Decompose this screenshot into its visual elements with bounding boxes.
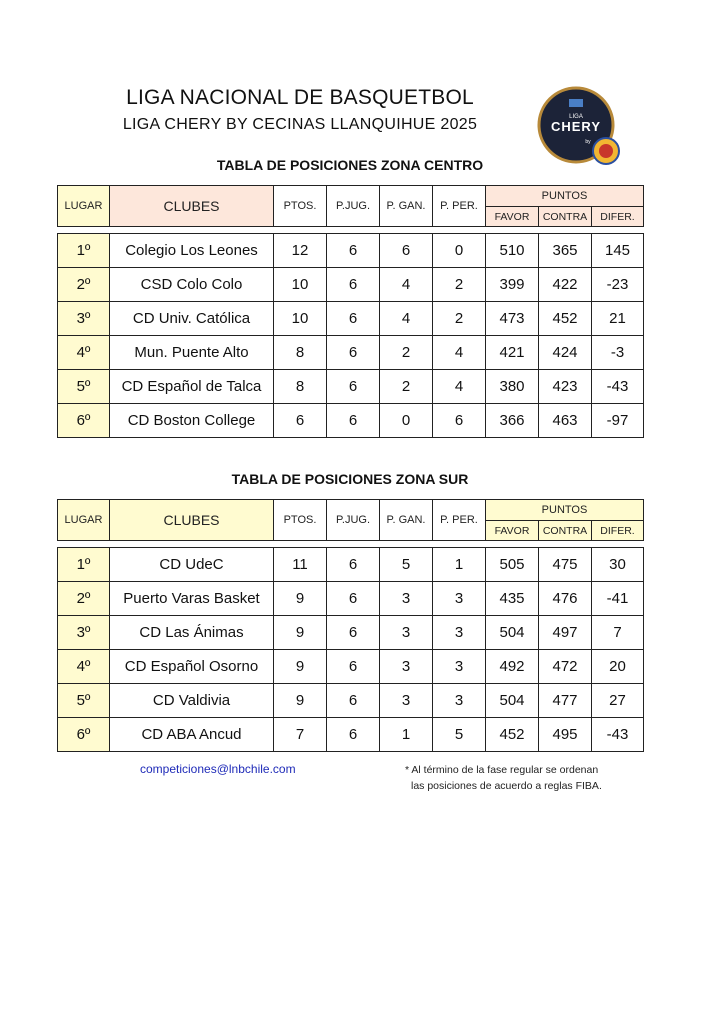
contra: 477 (539, 684, 592, 718)
pjug: 6 (327, 234, 380, 268)
contra: 472 (539, 650, 592, 684)
pgan: 3 (380, 616, 433, 650)
club-name: CD ABA Ancud (110, 718, 274, 752)
pjug: 6 (327, 548, 380, 582)
club-name: CD Español de Talca (110, 370, 274, 404)
basketball-player-icon (569, 99, 583, 107)
zona-sur-title: TABLA DE POSICIONES ZONA SUR (231, 471, 469, 487)
contra: 463 (539, 404, 592, 438)
pgan: 0 (380, 404, 433, 438)
table-row (58, 684, 644, 718)
col-puntos: PUNTOS (486, 500, 644, 521)
pgan: 3 (380, 684, 433, 718)
logo-chery-text: CHERY (550, 119, 602, 134)
ptos: 9 (274, 650, 327, 684)
pper: 3 (433, 684, 486, 718)
table-row (58, 718, 644, 752)
pper: 4 (433, 370, 486, 404)
favor: 435 (486, 582, 539, 616)
pgan: 5 (380, 548, 433, 582)
pper: 1 (433, 548, 486, 582)
pjug: 6 (327, 582, 380, 616)
ptos: 6 (274, 404, 327, 438)
contra: 365 (539, 234, 592, 268)
pper: 3 (433, 616, 486, 650)
pper: 6 (433, 404, 486, 438)
ptos: 9 (274, 684, 327, 718)
zona-sur-table (57, 547, 644, 752)
zona-centro-header (57, 185, 644, 227)
position: 6º (58, 718, 110, 752)
contra: 476 (539, 582, 592, 616)
favor: 505 (486, 548, 539, 582)
col-pjug: P.JUG. (327, 186, 380, 227)
favor: 510 (486, 234, 539, 268)
contra: 452 (539, 302, 592, 336)
page-subtitle: LIGA CHERY BY CECINAS LLANQUIHUE 2025 (122, 116, 478, 133)
fiba-note-line-1: * Al término de la fase regular se ordenan (405, 764, 599, 776)
contra: 423 (539, 370, 592, 404)
favor: 504 (486, 684, 539, 718)
club-name: Mun. Puente Alto (110, 336, 274, 370)
ptos: 9 (274, 582, 327, 616)
position: 3º (58, 616, 110, 650)
col-difer: DIFER. (592, 521, 644, 541)
position: 1º (58, 548, 110, 582)
favor: 399 (486, 268, 539, 302)
club-name: Puerto Varas Basket (110, 582, 274, 616)
pgan: 2 (380, 336, 433, 370)
table-row (58, 548, 644, 582)
ptos: 10 (274, 302, 327, 336)
pgan: 3 (380, 582, 433, 616)
zona-centro-table (57, 233, 644, 438)
difer: -43 (592, 370, 644, 404)
page-title: LIGA NACIONAL DE BASQUETBOL (126, 86, 474, 109)
table-row (58, 268, 644, 302)
col-clubes: CLUBES (110, 500, 274, 541)
contact-email[interactable]: competiciones@lnbchile.com (140, 762, 296, 776)
col-pper: P. PER. (433, 186, 486, 227)
favor: 380 (486, 370, 539, 404)
club-name: CD Boston College (110, 404, 274, 438)
table-row (58, 582, 644, 616)
position: 2º (58, 268, 110, 302)
col-pgan: P. GAN. (380, 500, 433, 541)
favor: 473 (486, 302, 539, 336)
difer: 30 (592, 548, 644, 582)
pgan: 4 (380, 268, 433, 302)
ptos: 7 (274, 718, 327, 752)
pjug: 6 (327, 370, 380, 404)
pjug: 6 (327, 684, 380, 718)
position: 3º (58, 302, 110, 336)
difer: -97 (592, 404, 644, 438)
club-name: CD Univ. Católica (110, 302, 274, 336)
position: 5º (58, 684, 110, 718)
col-ptos: PTOS. (274, 500, 327, 541)
pjug: 6 (327, 404, 380, 438)
pper: 3 (433, 582, 486, 616)
club-name: CD Español Osorno (110, 650, 274, 684)
contra: 424 (539, 336, 592, 370)
pper: 2 (433, 302, 486, 336)
difer: 21 (592, 302, 644, 336)
position: 6º (58, 404, 110, 438)
col-pjug: P.JUG. (327, 500, 380, 541)
position: 4º (58, 336, 110, 370)
pjug: 6 (327, 718, 380, 752)
ptos: 11 (274, 548, 327, 582)
pjug: 6 (327, 616, 380, 650)
club-name: CD Valdivia (110, 684, 274, 718)
pjug: 6 (327, 268, 380, 302)
col-clubes: CLUBES (110, 186, 274, 227)
logo-liga-text: LIGA (569, 114, 583, 120)
fiba-note (405, 762, 602, 794)
difer: 7 (592, 616, 644, 650)
pper: 0 (433, 234, 486, 268)
contra: 422 (539, 268, 592, 302)
difer: -23 (592, 268, 644, 302)
table-row (58, 336, 644, 370)
col-pgan: P. GAN. (380, 186, 433, 227)
zona-centro-title: TABLA DE POSICIONES ZONA CENTRO (216, 157, 484, 173)
club-name: CD Las Ánimas (110, 616, 274, 650)
zona-sur-header (57, 499, 644, 541)
pgan: 2 (380, 370, 433, 404)
col-contra: CONTRA (539, 207, 592, 227)
pjug: 6 (327, 302, 380, 336)
ptos: 9 (274, 616, 327, 650)
col-difer: DIFER. (592, 207, 644, 227)
table-row (58, 650, 644, 684)
difer: 145 (592, 234, 644, 268)
pper: 3 (433, 650, 486, 684)
ptos: 12 (274, 234, 327, 268)
club-name: CD UdeC (110, 548, 274, 582)
club-name: CSD Colo Colo (110, 268, 274, 302)
club-name: Colegio Los Leones (110, 234, 274, 268)
ptos: 8 (274, 336, 327, 370)
contra: 495 (539, 718, 592, 752)
favor: 452 (486, 718, 539, 752)
table-row (58, 404, 644, 438)
fiba-note-line-2: las posiciones de acuerdo a reglas FIBA. (411, 780, 602, 792)
col-lugar: LUGAR (58, 186, 110, 227)
difer: -3 (592, 336, 644, 370)
col-ptos: PTOS. (274, 186, 327, 227)
contra: 475 (539, 548, 592, 582)
position: 4º (58, 650, 110, 684)
pjug: 6 (327, 650, 380, 684)
col-puntos: PUNTOS (486, 186, 644, 207)
contra: 497 (539, 616, 592, 650)
col-favor: FAVOR (486, 521, 539, 541)
favor: 492 (486, 650, 539, 684)
table-row (58, 370, 644, 404)
pgan: 4 (380, 302, 433, 336)
pper: 4 (433, 336, 486, 370)
position: 1º (58, 234, 110, 268)
table-row (58, 302, 644, 336)
favor: 504 (486, 616, 539, 650)
difer: 27 (592, 684, 644, 718)
difer: -41 (592, 582, 644, 616)
table-row (58, 616, 644, 650)
favor: 366 (486, 404, 539, 438)
col-lugar: LUGAR (58, 500, 110, 541)
pgan: 3 (380, 650, 433, 684)
difer: 20 (592, 650, 644, 684)
pgan: 1 (380, 718, 433, 752)
ptos: 8 (274, 370, 327, 404)
position: 5º (58, 370, 110, 404)
pper: 5 (433, 718, 486, 752)
table-row (58, 234, 644, 268)
pgan: 6 (380, 234, 433, 268)
logo-by-text: by (585, 139, 591, 145)
col-favor: FAVOR (486, 207, 539, 227)
col-contra: CONTRA (539, 521, 592, 541)
ptos: 10 (274, 268, 327, 302)
favor: 421 (486, 336, 539, 370)
difer: -43 (592, 718, 644, 752)
pper: 2 (433, 268, 486, 302)
position: 2º (58, 582, 110, 616)
pjug: 6 (327, 336, 380, 370)
col-pper: P. PER. (433, 500, 486, 541)
